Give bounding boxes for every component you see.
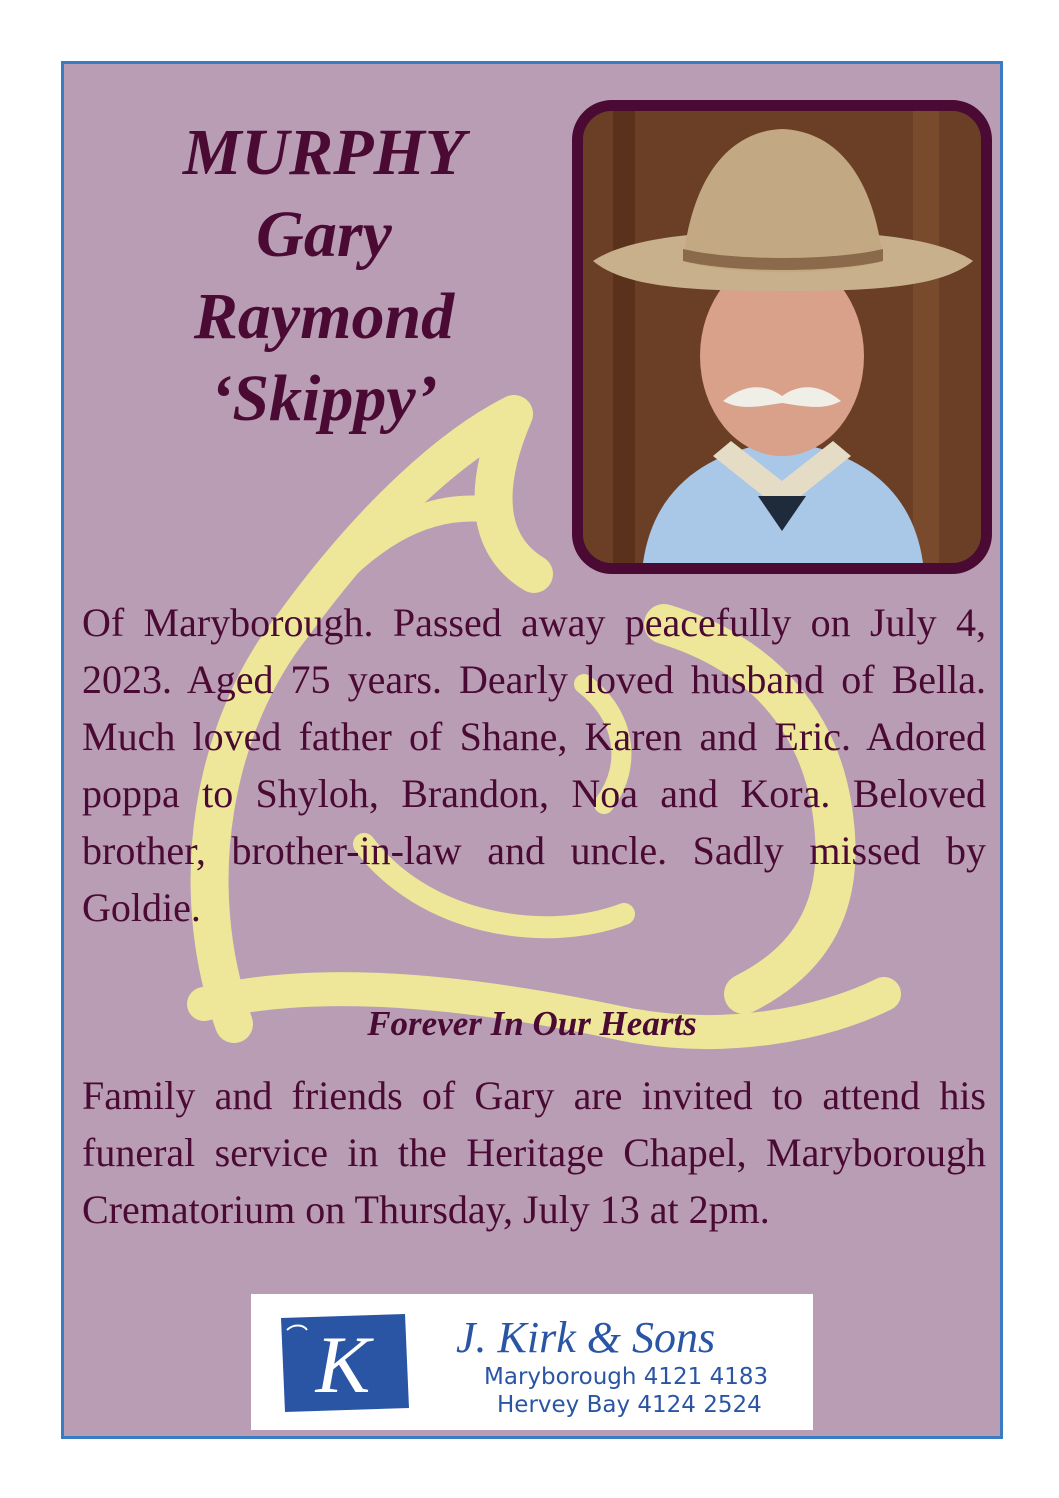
portrait-photo [583,111,981,563]
phone-maryborough: Maryborough 4121 4183 [484,1364,769,1390]
surname: MURPHY [182,116,466,189]
company-name: J. Kirk & Sons [456,1313,716,1362]
obituary-text: Of Maryborough. Passed away peacefully on July 4, 2023. Aged 75 years. Dearly loved husband of Bella. Much loved father of Shane, Karen and Eric. Adored poppa to Shyloh, Brandon, Noa and Kora. Beloved brother, brother-in-law and uncle. Sadly missed by Goldie. [82,600,986,930]
funeral-details: Family and friends of Gary are invited to attend his funeral service in the Heritage Chapel, Maryborough Crematorium on Thursday, July 13 at 2pm. [82,1073,986,1232]
tribute-heading: Forever In Our Hearts [367,1004,697,1043]
middle-name: Raymond [193,280,455,353]
phone-hervey-bay: Hervey Bay 4124 2524 [497,1392,762,1418]
death-notice [61,61,1003,1439]
nickname: ‘Skippy’ [210,362,438,435]
portrait-frame [572,100,992,574]
deceased-name [114,112,534,440]
monogram-k-icon [273,1310,413,1416]
svg-text:K: K [315,1319,371,1410]
funeral-director-logo [251,1294,813,1430]
first-name: Gary [256,198,392,271]
